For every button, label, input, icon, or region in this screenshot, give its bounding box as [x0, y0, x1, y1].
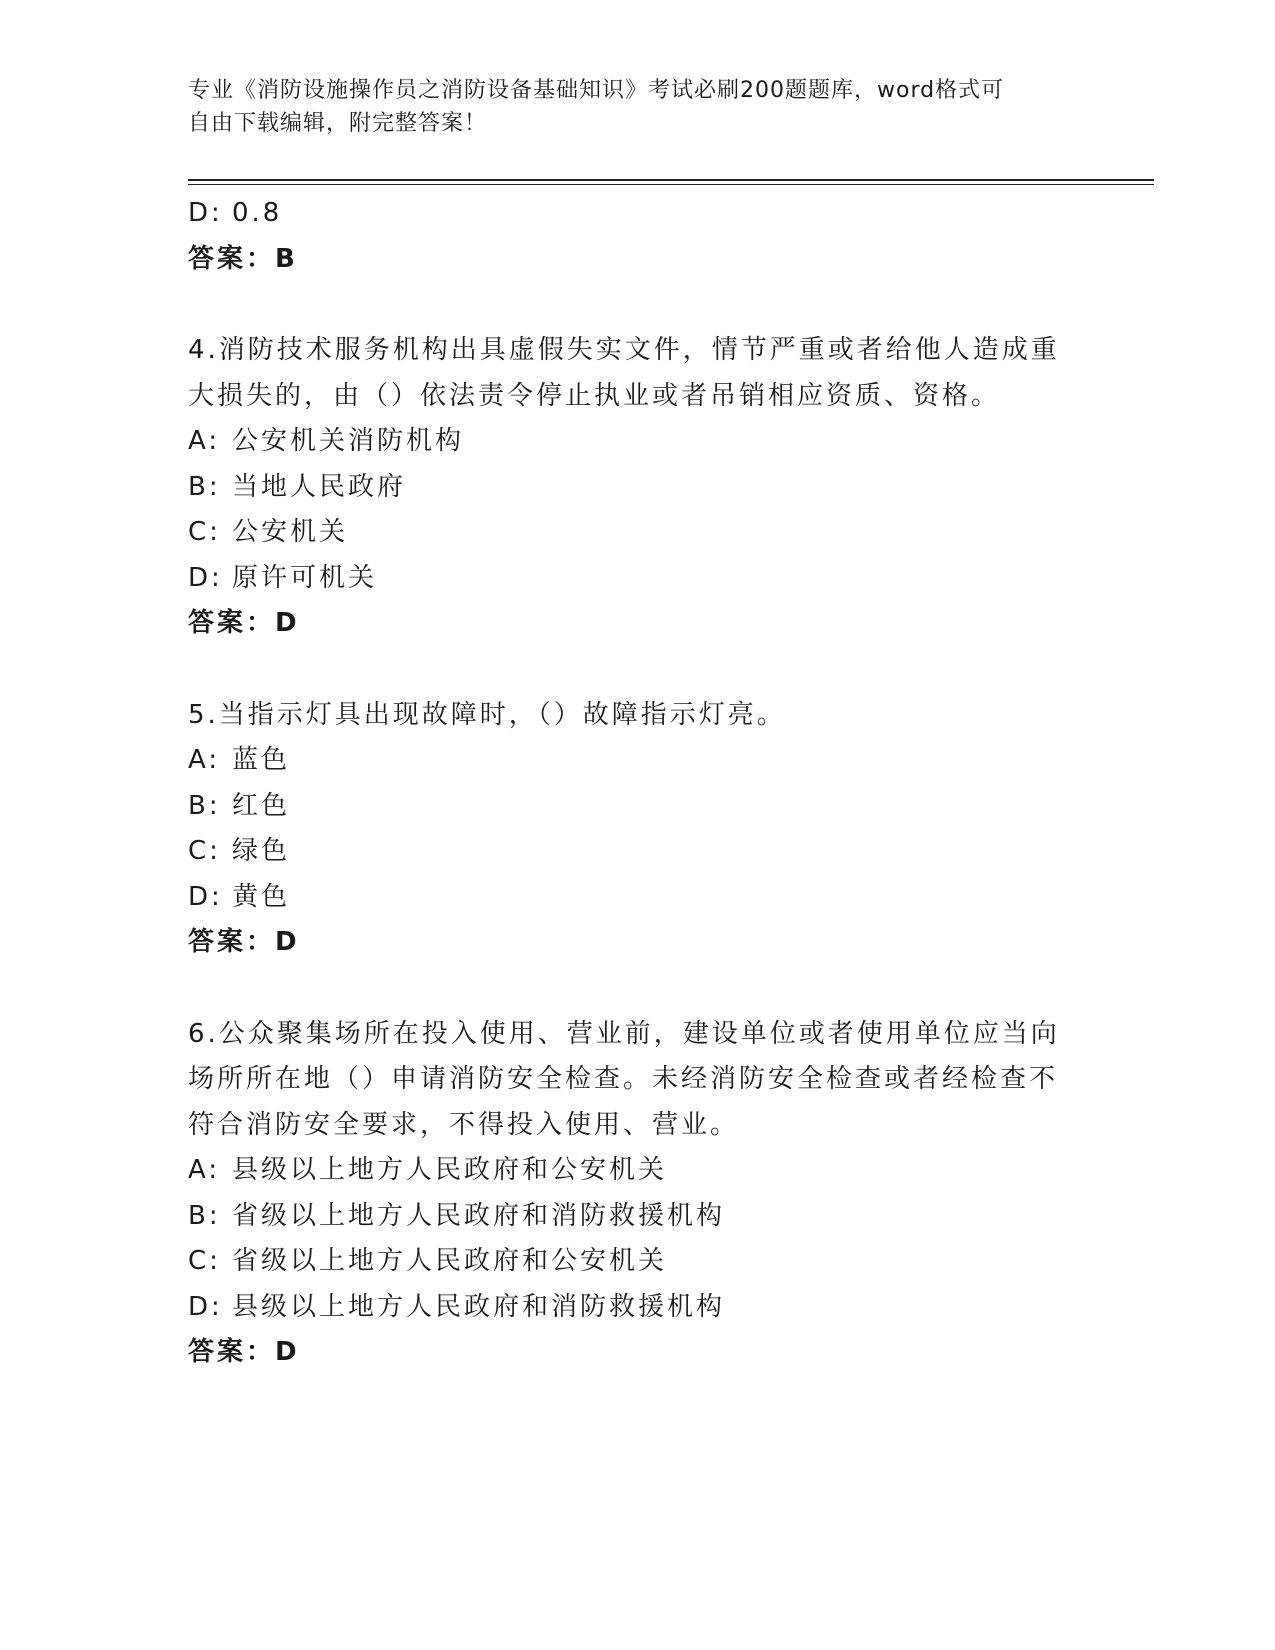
header-line-1: 专业《消防设施操作员之消防设备基础知识》考试必刷200题题库，word格式可 [188, 78, 1005, 103]
option-b [188, 1194, 1108, 1240]
option-text: 当地人民政府 [232, 471, 407, 502]
option-text: 红色 [232, 790, 291, 821]
option-label: D: [188, 198, 223, 228]
option-label: A: [188, 1155, 221, 1185]
question-gap [188, 647, 1108, 693]
header-line-2: 自由下载编辑，附完整答案！ [188, 111, 488, 136]
option-text: 绿色 [232, 836, 291, 866]
question-stem-line: 场所所在地（）申请消防安全检查。未经消防安全检查或者经检查不 [188, 1064, 1059, 1094]
option-text: 0.8 [232, 198, 283, 228]
option-label: C: [188, 836, 221, 866]
header-divider-thick [188, 179, 1154, 181]
question-6 [188, 1012, 1108, 1376]
document-header [188, 74, 1088, 140]
header-divider-thin [188, 184, 1154, 185]
option-text: 原许可机关 [232, 562, 378, 593]
option-d [188, 556, 1108, 602]
option-label: B: [188, 790, 221, 821]
option-text: 公安机关消防机构 [232, 426, 465, 456]
option-label: A: [188, 426, 221, 456]
option-text: 县级以上地方人民政府和公安机关 [232, 1155, 668, 1185]
option-text: 蓝色 [232, 745, 291, 775]
option-label: C: [188, 1246, 221, 1276]
option-b [188, 465, 1108, 511]
option-text: 省级以上地方人民政府和消防救援机构 [232, 1200, 726, 1231]
option-label: B: [188, 471, 221, 502]
answer-line: 答案：D [188, 1337, 300, 1367]
answer-line: 答案：B [188, 243, 298, 274]
option-a [188, 1148, 1108, 1194]
option-label: B: [188, 1200, 221, 1231]
option-text: 省级以上地方人民政府和公安机关 [232, 1246, 668, 1276]
previous-question-tail [188, 191, 1108, 282]
option-d [188, 875, 1108, 921]
question-stem-line: 5.当指示灯具出现故障时，（）故障指示灯亮。 [188, 699, 786, 730]
option-text: 公安机关 [232, 517, 349, 547]
answer-line: 答案：D [188, 608, 300, 638]
question-gap [188, 966, 1108, 1012]
option-label: D: [188, 881, 223, 912]
option-label: C: [188, 517, 221, 547]
option-label: A: [188, 745, 221, 775]
question-stem-line: 4.消防技术服务机构出具虚假失实文件，情节严重或者给他人造成重 [188, 335, 1060, 365]
answer-line: 答案：D [188, 927, 300, 957]
option-text: 县级以上地方人民政府和消防救援机构 [232, 1291, 726, 1322]
option-b [188, 784, 1108, 830]
question-gap [188, 282, 1108, 328]
option-text: 黄色 [232, 881, 291, 912]
document-body [188, 191, 1108, 1376]
option-c [188, 829, 1108, 875]
question-stem-line: 大损失的，由（）依法责令停止执业或者吊销相应资质、资格。 [188, 380, 1001, 411]
option-c [188, 510, 1108, 556]
option-d [188, 191, 1108, 237]
option-d [188, 1285, 1108, 1331]
option-a [188, 738, 1108, 784]
question-stem-line: 6.公众聚集场所在投入使用、营业前，建设单位或者使用单位应当向 [188, 1018, 1060, 1049]
question-stem-line: 符合消防安全要求，不得投入使用、营业。 [188, 1109, 740, 1140]
question-5 [188, 693, 1108, 966]
option-label: D: [188, 562, 223, 593]
question-4 [188, 328, 1108, 647]
option-label: D: [188, 1291, 223, 1322]
option-c [188, 1239, 1108, 1285]
option-a [188, 419, 1108, 465]
